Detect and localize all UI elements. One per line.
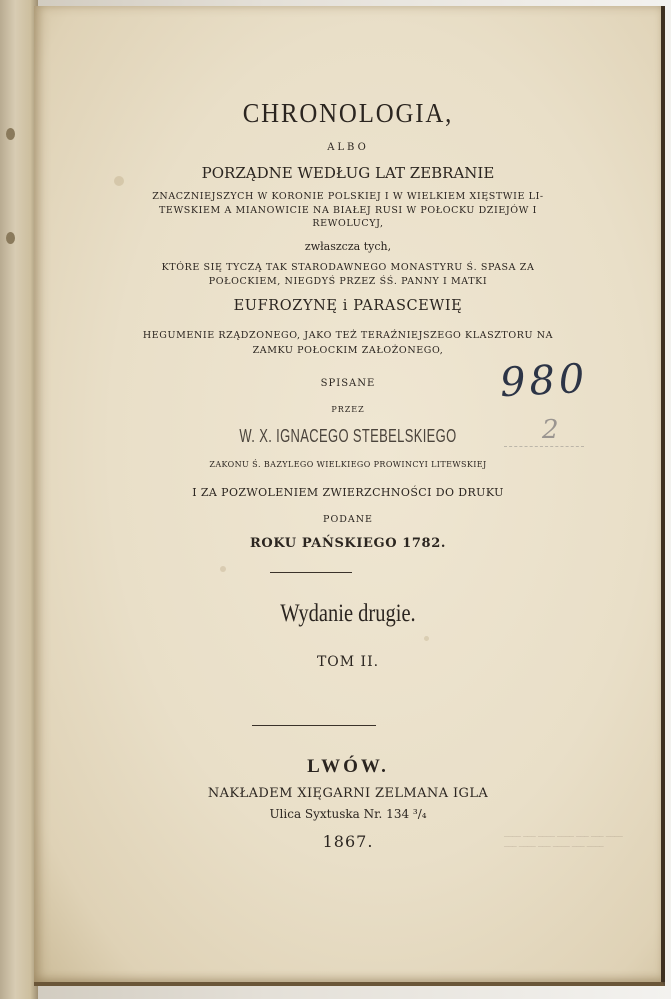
- permission-line: I ZA POZWOLENIEM ZWIERZCHNOŚCI DO DRUKU: [192, 486, 504, 499]
- subtitle-line: REWOLUCYJ,: [312, 218, 384, 229]
- foxing-spot: [220, 566, 226, 572]
- edition-label: Wydanie drugie.: [280, 600, 416, 627]
- title-page: [34, 6, 665, 986]
- divider-rule: [252, 725, 376, 726]
- subtitle-line: HEGUMENIE RZĄDZONEGO, JAKO TEŻ TERAŹNIEJSZEGO KLASZTORU NA: [142, 330, 554, 341]
- pencil-mark: [504, 446, 584, 447]
- foxing-spot: [424, 636, 429, 641]
- original-year: ROKU PAŃSKIEGO 1782.: [250, 536, 446, 551]
- subtitle-line: TEWSKIEM A MIANOWICIE NA BIAŁEJ RUSI W POŁOCKU DZIEJÓW I: [158, 205, 538, 216]
- publication-year: 1867.: [322, 832, 374, 851]
- subtitle-line: zwłaszcza tych,: [304, 240, 392, 253]
- subtitle-line: ZAMKU POŁOCKIM ZAŁOŻONEGO,: [252, 345, 444, 356]
- binding-hole: [6, 232, 15, 244]
- subtitle-line: POŁOCKIEM, NIEGDYŚ PRZEZ ŚŚ. PANNY I MATKI: [208, 276, 488, 287]
- author-order: ZAKONU Ś. BAZYLEGO WIELKIEGO PROWINCYI LITEWSKIEJ: [209, 460, 487, 469]
- bleed-through-text: ──── ─── ──── ──── ─── ─── ──── ─── ──── ─── ──── ─── ────: [504, 833, 623, 851]
- subtitle-line: ZNACZNIEJSZYCH W KORONIE POLSKIEJ I W WIELKIEM XIĘSTWIE LI-: [152, 191, 544, 202]
- handwritten-subnumber: 2: [542, 415, 559, 445]
- przez-label: PRZEZ: [331, 405, 365, 414]
- subtitle-albo: ALBO: [327, 142, 369, 153]
- book-title: CHRONOLOGIA,: [242, 98, 454, 128]
- subtitle-line: PORZĄDNE WEDŁUG LAT ZEBRANIE: [201, 164, 495, 182]
- publication-city: LWÓW.: [307, 756, 389, 777]
- handwritten-number: 980: [498, 355, 590, 407]
- volume-label: TOM II.: [316, 654, 380, 670]
- publisher-line: NAKŁADEM XIĘGARNI ZELMANA IGLA: [207, 786, 489, 801]
- divider-rule: [270, 572, 352, 573]
- publisher-address: Ulica Syxtuska Nr. 134 ³/₄: [269, 807, 427, 821]
- saints-names: EUFROZYNĘ i PARASCEWIĘ: [233, 298, 463, 314]
- podane-label: PODANE: [323, 514, 373, 525]
- subtitle-line: KTÓRE SIĘ TYCZĄ TAK STARODAWNEGO MONASTYRU Ś. SPASA ZA: [161, 262, 535, 273]
- book-spine: [0, 0, 38, 999]
- author-name: W. X. IGNACEGO STEBELSKIEGO: [239, 426, 457, 446]
- spisane-label: SPISANE: [320, 378, 376, 389]
- binding-hole: [6, 128, 15, 140]
